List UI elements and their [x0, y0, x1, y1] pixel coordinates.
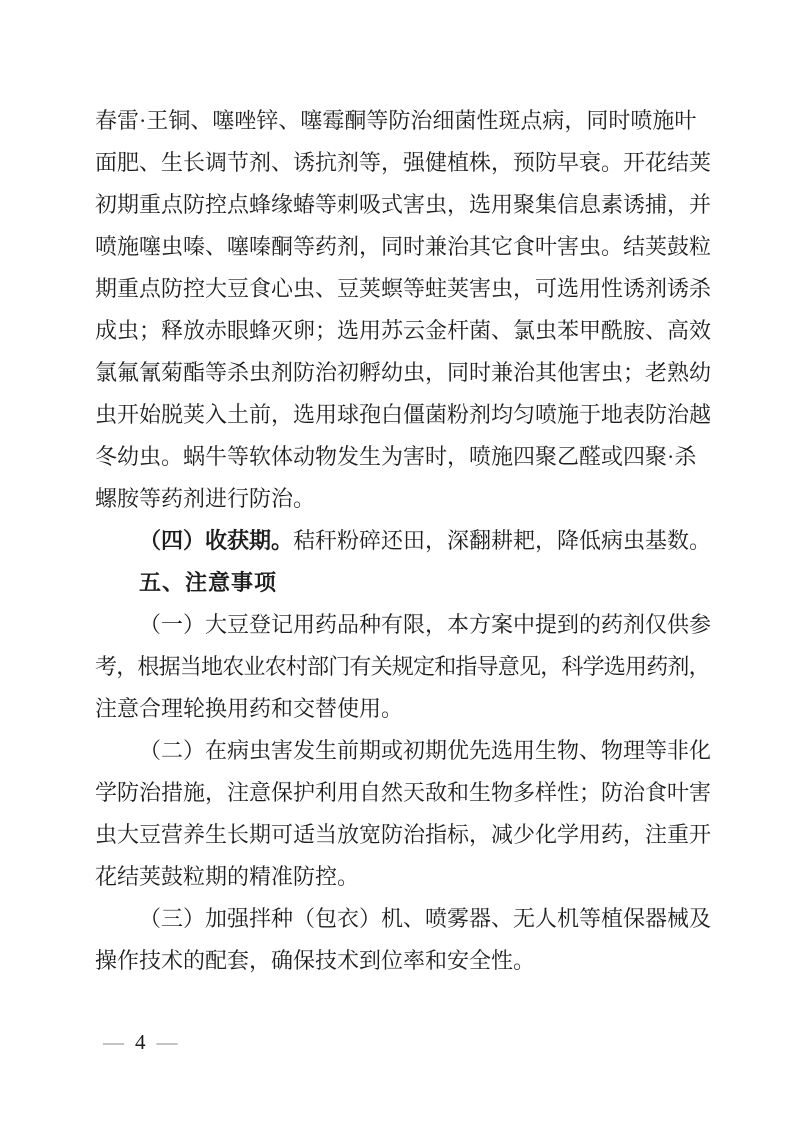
body-line-text: （一）大豆登记用药品种有限，本方案中提到的药剂仅供参 [139, 612, 712, 637]
footer-dash-right: — [156, 1030, 178, 1054]
body-line [95, 898, 717, 940]
body-line [95, 856, 717, 898]
body-line [95, 646, 717, 688]
document-body [95, 100, 717, 982]
body-line-text: 五、注意事项 [139, 570, 278, 595]
body-line-text: 操作技术的配套，确保技术到位率和安全性。 [95, 948, 536, 973]
body-line [95, 604, 717, 646]
body-line [95, 352, 717, 394]
body-line [95, 268, 717, 310]
body-line-bold-lead: （四）收获期。 [139, 528, 294, 553]
body-line [95, 436, 717, 478]
body-line [95, 940, 717, 982]
body-line [95, 310, 717, 352]
body-line [95, 394, 717, 436]
body-line-text: 期重点防控大豆食心虫、豆荚螟等蛀荚害虫，可选用性诱剂诱杀 [95, 276, 712, 301]
body-line-text: 初期重点防控点蜂缘蝽等刺吸式害虫，选用聚集信息素诱捕，并 [95, 192, 712, 217]
body-line-text: 虫大豆营养生长期可适当放宽防治指标，减少化学用药，注重开 [95, 822, 712, 847]
body-line [95, 184, 717, 226]
body-line [95, 142, 717, 184]
body-line [95, 772, 717, 814]
body-line-text: 学防治措施，注意保护利用自然天敌和生物多样性；防治食叶害 [95, 780, 712, 805]
footer-dash-left: — [103, 1030, 124, 1054]
body-line-text: 螺胺等药剂进行防治。 [95, 486, 316, 511]
body-line-text: 成虫；释放赤眼蜂灭卵；选用苏云金杆菌、氯虫苯甲酰胺、高效 [95, 318, 712, 343]
body-line-text: 花结荚鼓粒期的精准防控。 [95, 864, 360, 889]
body-line [95, 100, 717, 142]
body-line-text: （三）加强拌种（包衣）机、喷雾器、无人机等植保器械及 [139, 906, 712, 931]
page-footer [103, 1031, 178, 1053]
body-line [95, 478, 717, 520]
body-line [95, 520, 717, 562]
body-line [95, 814, 717, 856]
body-line-text: 注意合理轮换用药和交替使用。 [95, 696, 404, 721]
body-line-text: 虫开始脱荚入土前，选用球孢白僵菌粉剂均匀喷施于地表防治越 [95, 402, 712, 427]
body-line [95, 562, 717, 604]
body-line [95, 730, 717, 772]
body-line-text: 喷施噻虫嗪、噻嗪酮等药剂，同时兼治其它食叶害虫。结荚鼓粒 [95, 234, 712, 259]
body-line [95, 226, 717, 268]
body-line [95, 688, 717, 730]
body-line-text: 秸秆粉碎还田，深翻耕耙，降低病虫基数。 [293, 528, 712, 553]
body-line-text: 冬幼虫。蜗牛等软体动物发生为害时，喷施四聚乙醛或四聚·杀 [95, 444, 697, 469]
body-line-text: 春雷·王铜、噻唑锌、噻霉酮等防治细菌性斑点病，同时喷施叶 [95, 108, 697, 133]
body-line-text: 氯氟氰菊酯等杀虫剂防治初孵幼虫，同时兼治其他害虫；老熟幼 [95, 360, 712, 385]
body-line-text: （二）在病虫害发生前期或初期优先选用生物、物理等非化 [139, 738, 712, 763]
body-line-text: 面肥、生长调节剂、诱抗剂等，强健植株，预防早衰。开花结荚 [95, 150, 712, 175]
body-line-text: 考，根据当地农业农村部门有关规定和指导意见，科学选用药剂， [95, 654, 710, 679]
page-number: 4 [135, 1030, 146, 1054]
